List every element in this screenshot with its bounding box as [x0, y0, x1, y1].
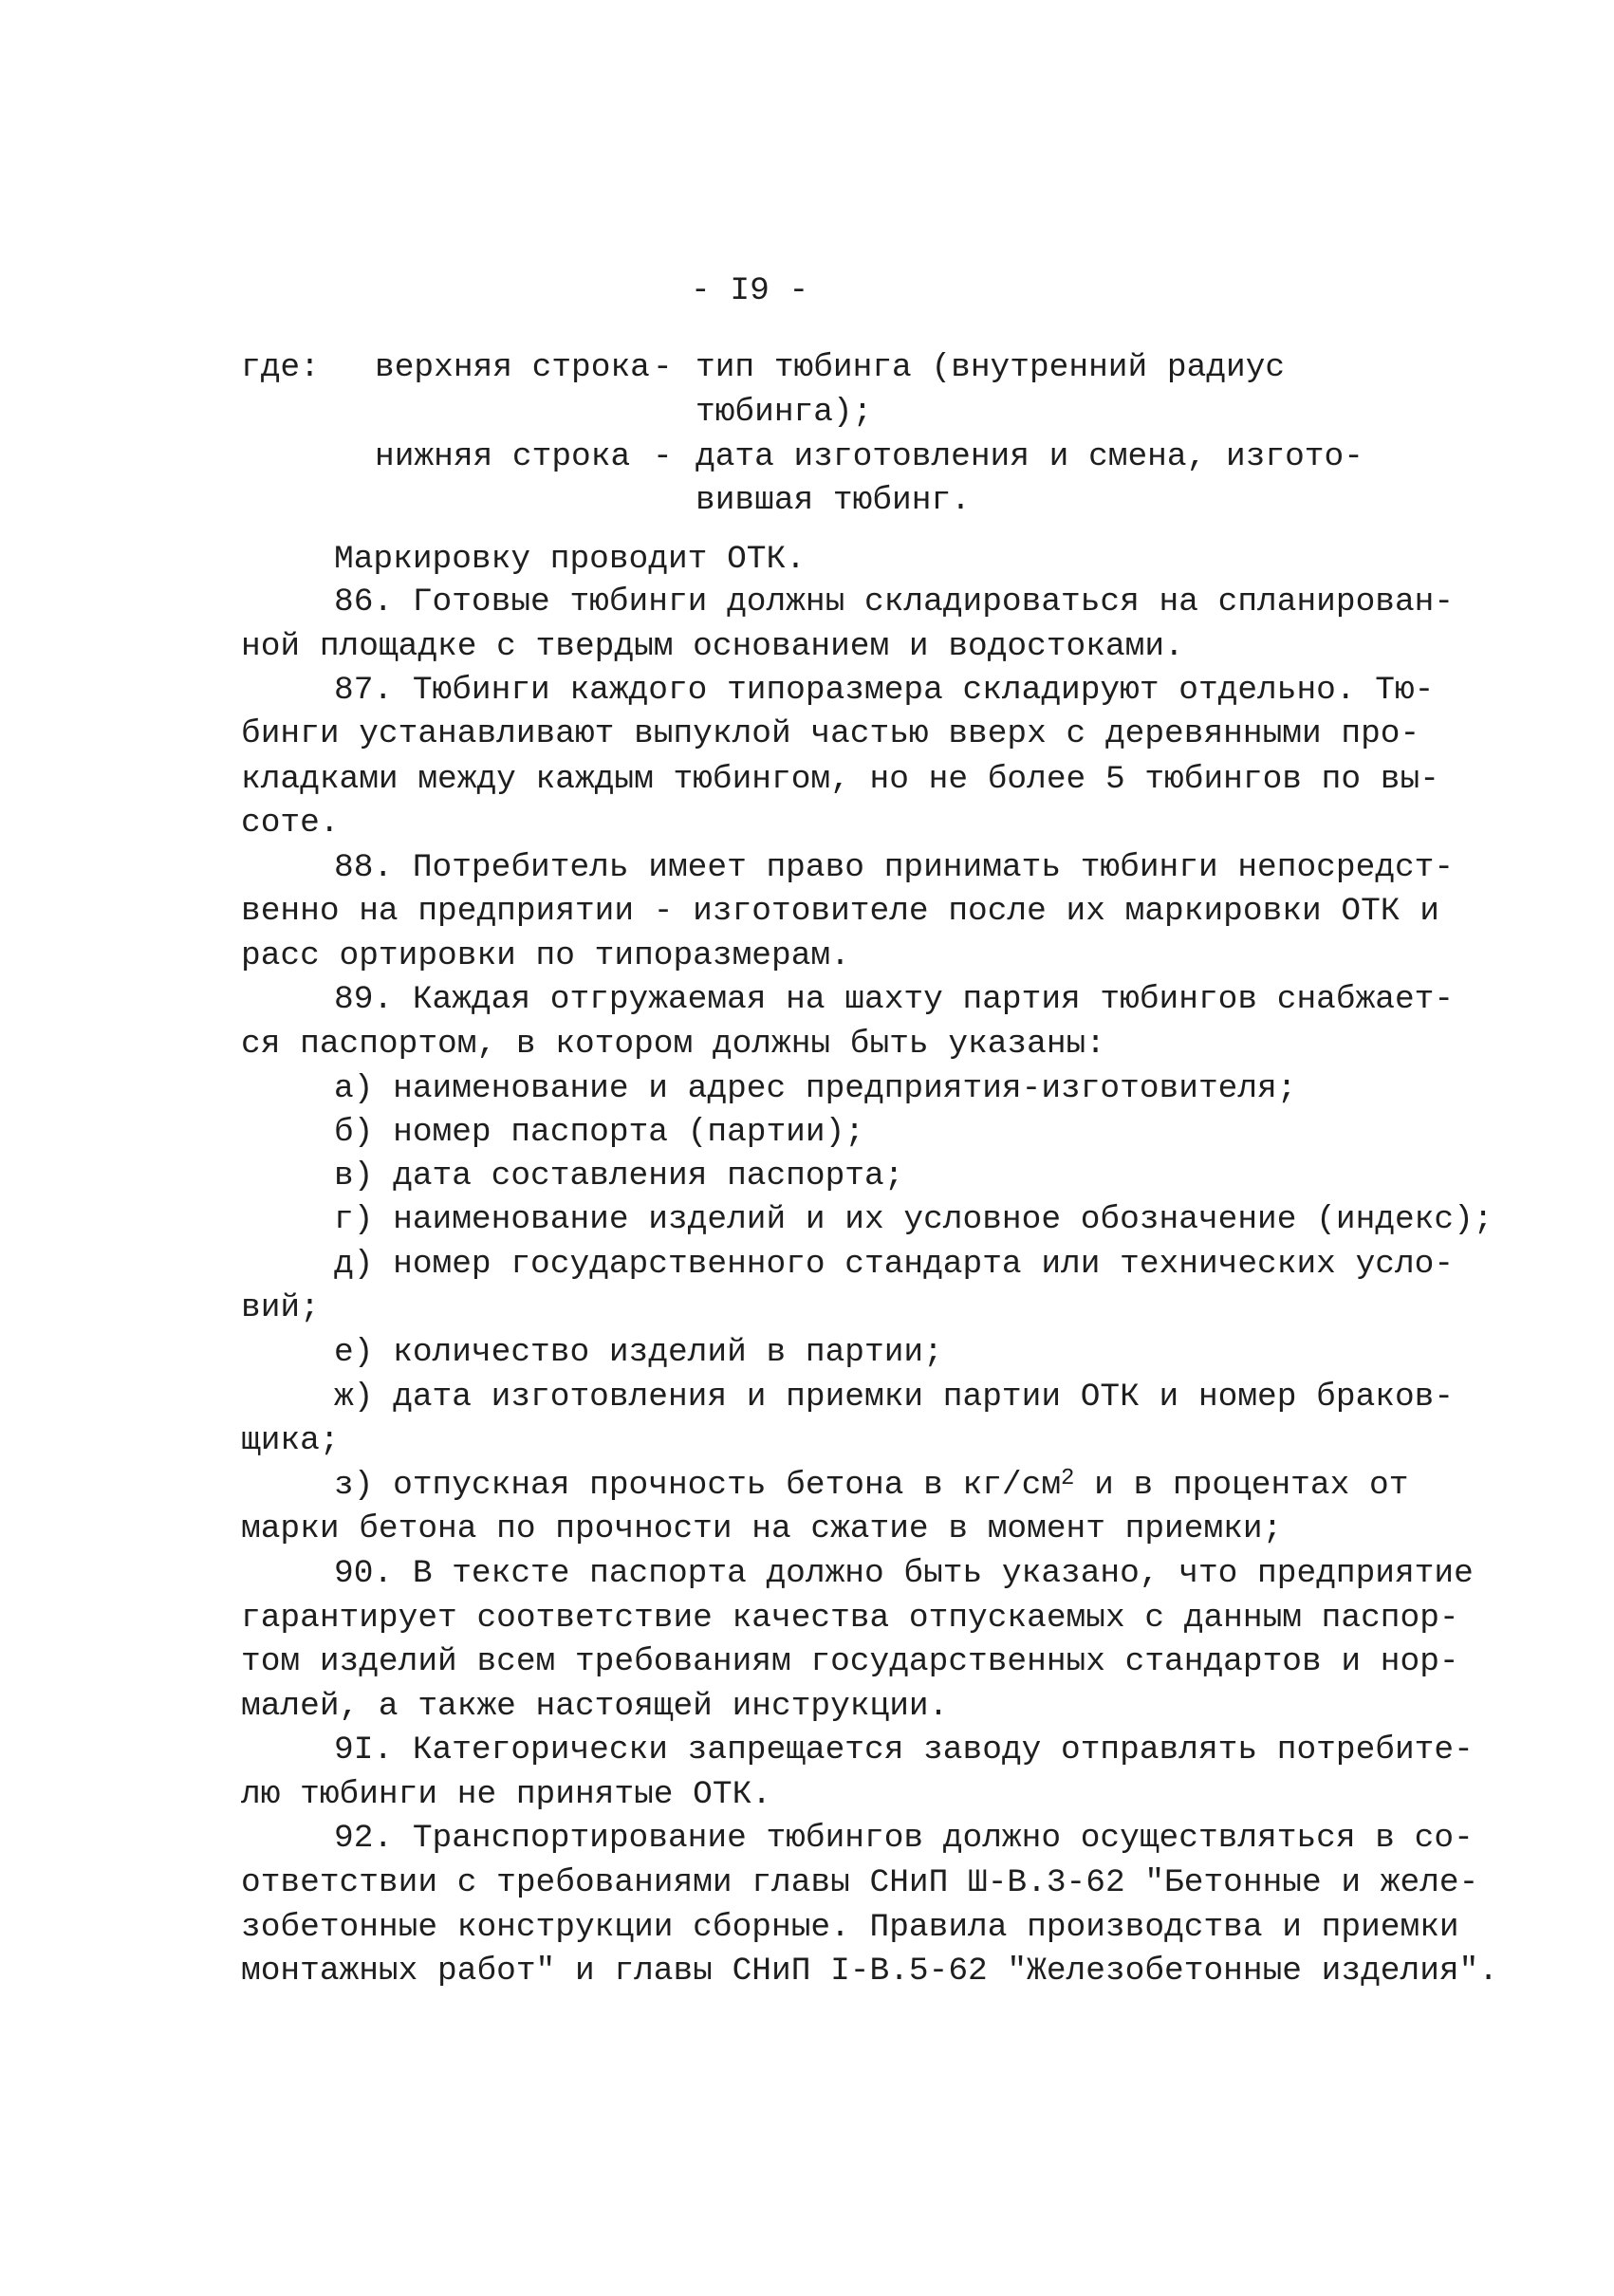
p88-line3: расс ортировки по типоразмерам. — [241, 937, 850, 974]
p86-line1: 86. Готовые тюбинги должны складироваться на спланирован- — [334, 583, 1455, 620]
p92-line4: монтажных работ" и главы СНиП I-В.5-62 "Железобетонные изделия". — [241, 1953, 1499, 1990]
p88-line1: 88. Потребитель имеет право принимать тюбинги непосредст- — [334, 849, 1455, 886]
legend-where: где: — [241, 349, 320, 386]
legend-dash-lower: - — [653, 438, 673, 475]
list-item-d-line2: вий; — [241, 1289, 320, 1326]
p89-line2: ся паспортом, в котором должны быть указаны: — [241, 1026, 1105, 1063]
p91-line1: 9I. Категорически запрещается заводу отправлять потребите- — [334, 1731, 1474, 1768]
list-item-z-line2: марки бетона по прочности на сжатие в момент приемки; — [241, 1510, 1283, 1547]
legend-label-lower: нижняя строка — [375, 438, 631, 475]
p90-line4: малей, а также настоящей инструкции. — [241, 1688, 949, 1725]
list-item-a: а) наименование и адрес предприятия-изготовителя; — [334, 1070, 1297, 1107]
list-item-e: е) количество изделий в партии; — [334, 1334, 943, 1371]
legend-desc-upper-line2: тюбинга); — [696, 394, 873, 431]
list-item-z-text-b: и в процентах от — [1074, 1467, 1409, 1504]
p92-line1: 92. Транспортирование тюбингов должно осуществляться в со- — [334, 1820, 1474, 1857]
list-item-d-line1: д) номер государственного стандарта или технических усло- — [334, 1246, 1455, 1283]
marking-sentence: Маркировку проводит ОТК. — [334, 541, 806, 578]
p87-line1: 87. Тюбинги каждого типоразмера складируют отдельно. Тю- — [334, 672, 1435, 709]
legend-desc-upper-line1: тип тюбинга (внутренний радиус — [696, 349, 1286, 386]
superscript-squared: 2 — [1061, 1466, 1075, 1491]
list-item-zh-line1: ж) дата изготовления и приемки партии ОТК и номер браков- — [334, 1379, 1455, 1416]
p89-line1: 89. Каждая отгружаемая на шахту партия тюбингов снабжает- — [334, 981, 1455, 1018]
list-item-g: г) наименование изделий и их условное обозначение (индекс); — [334, 1201, 1493, 1238]
p92-line2: ответствии с требованиями главы СНиП Ш-В.3-62 "Бетонные и желе- — [241, 1864, 1479, 1901]
legend-desc-lower-line2: вившая тюбинг. — [696, 482, 971, 519]
p87-line2: бинги устанавливают выпуклой частью вверх с деревянными про- — [241, 715, 1420, 752]
legend-label-upper: верхняя строка — [375, 349, 650, 386]
p92-line3: зобетонные конструкции сборные. Правила производства и приемки — [241, 1909, 1459, 1946]
p91-line2: лю тюбинги не принятые ОТК. — [241, 1776, 771, 1813]
list-item-z-text-a: з) отпускная прочность бетона в кг/см — [334, 1467, 1062, 1504]
legend-desc-lower-line1: дата изготовления и смена, изгото- — [696, 438, 1364, 475]
page-number: - I9 - — [691, 272, 809, 309]
p88-line2: венно на предприятии - изготовителе после их маркировки ОТК и — [241, 893, 1439, 930]
legend-dash-upper: - — [653, 349, 673, 386]
list-item-z-line1 — [334, 1467, 1408, 1505]
p86-line2: ной площадке с твердым основанием и водостоками. — [241, 628, 1184, 665]
list-item-v: в) дата составления паспорта; — [334, 1157, 904, 1194]
list-item-b: б) номер паспорта (партии); — [334, 1114, 864, 1151]
p90-line2: гарантирует соответствие качества отпускаемых с данным паспор- — [241, 1600, 1459, 1637]
list-item-zh-line2: щика; — [241, 1422, 340, 1459]
p87-line4: соте. — [241, 805, 340, 842]
p90-line3: том изделий всем требованиям государственных стандартов и нор- — [241, 1643, 1459, 1680]
p87-line3: кладками между каждым тюбингом, но не более 5 тюбингов по вы- — [241, 761, 1439, 798]
p90-line1: 90. В тексте паспорта должно быть указано, что предприятие — [334, 1555, 1474, 1592]
